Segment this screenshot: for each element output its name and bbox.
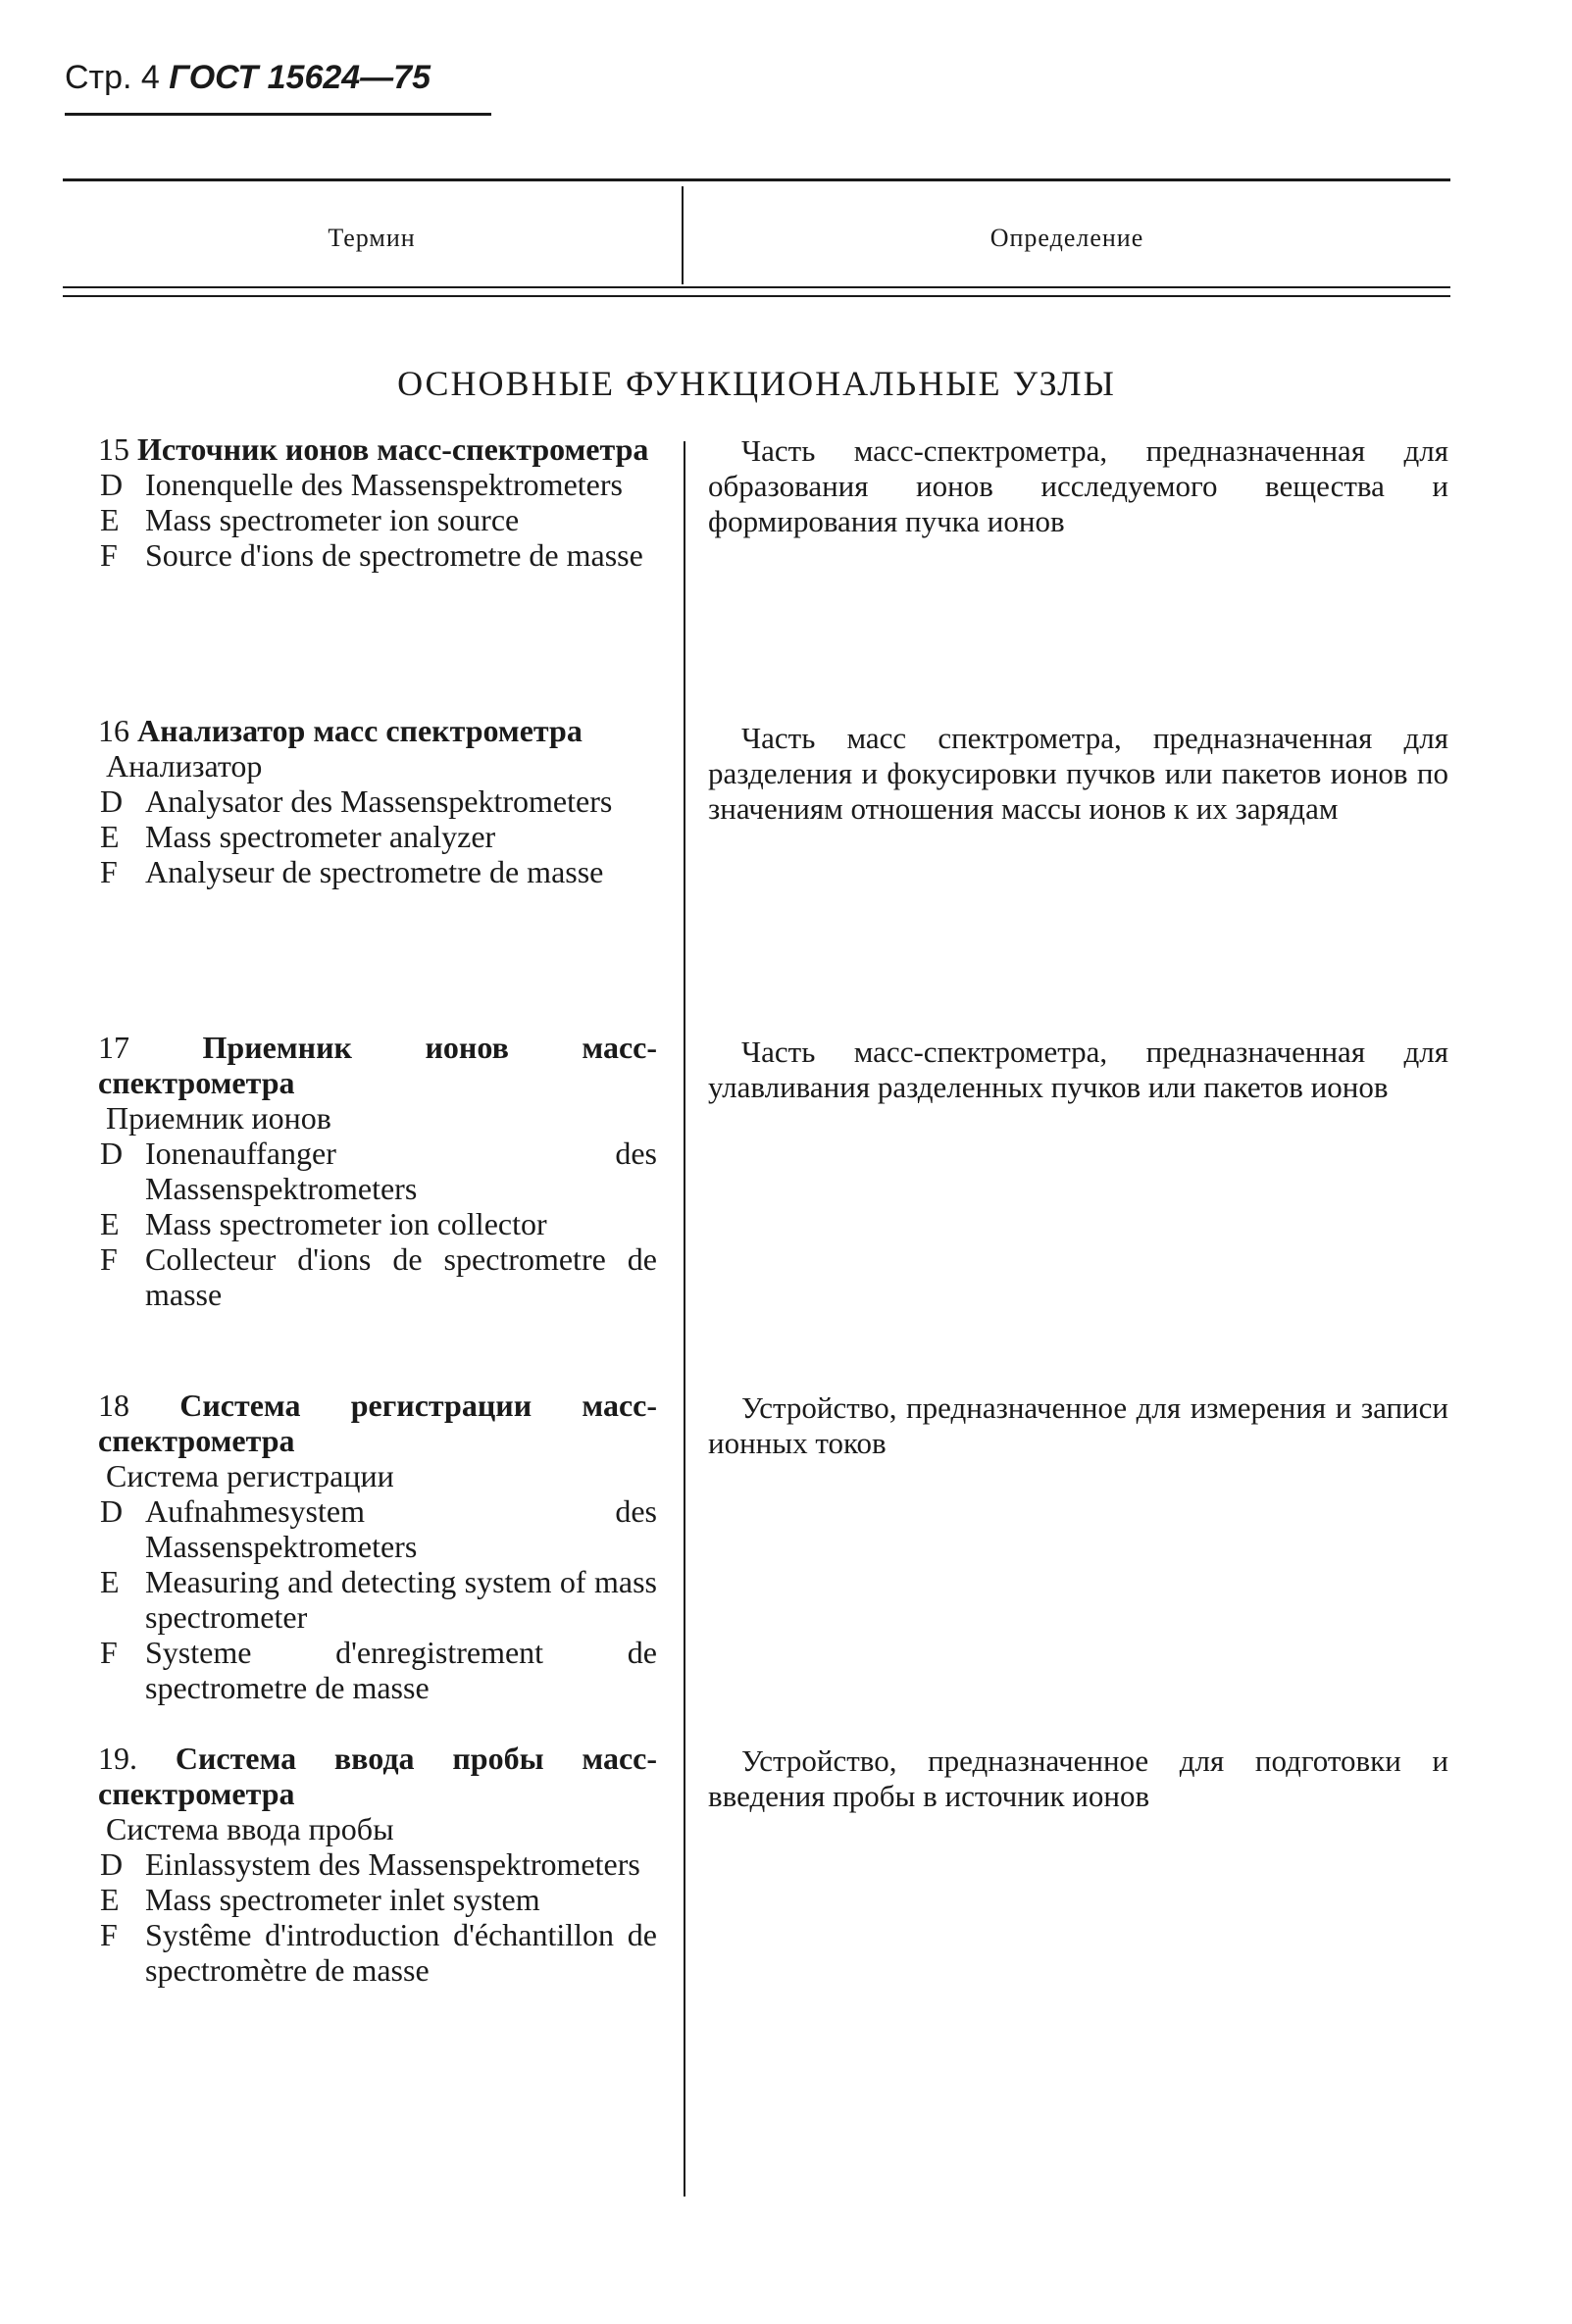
term-number: 18 bbox=[98, 1388, 129, 1423]
term-de: Ionenquelle des Massenspektrometers bbox=[145, 467, 623, 502]
table-header-top-rule bbox=[63, 178, 1450, 181]
definition-17: Часть масс-спектрометра, предназначенная для улавливания разделенных пучков или пакетов ионов bbox=[708, 1035, 1448, 1104]
definition-15: Часть масс-спектрометра, предназначенная для образования ионов исследуемого вещества и формирования пучка ионов bbox=[708, 433, 1448, 538]
standard-number: ГОСТ 15624—75 bbox=[169, 59, 431, 96]
term-fr: Systême d'introduction d'échantillon de spectromètre de masse bbox=[145, 1917, 657, 1988]
column-header-definition: Определение bbox=[989, 224, 1144, 252]
term-name: Источник ионов масс-спектрометра bbox=[137, 431, 649, 467]
running-head bbox=[65, 59, 431, 97]
term-en: Mass spectrometer ion collector bbox=[145, 1206, 547, 1241]
term-synonym: Приемник ионов bbox=[106, 1100, 331, 1136]
term-fr: Analyseur de spectrometre de masse bbox=[145, 854, 604, 889]
term-entry-17: 17 Приемник ионов масс-спектрометра Приемник ионов D Ionenauffanger des Massenspektrometers E Mass spectrometer ion collector F Collecteur d'ions de spectrometre de masse bbox=[98, 1030, 658, 1312]
term-entry-15: 15 Источник ионов масс-спектрометра D Ionenquelle des Massenspektrometers E Mass spectrometer ion source F Source d'ions de spectrometre de masse bbox=[98, 431, 657, 573]
term-en: Mass spectrometer ion source bbox=[145, 502, 520, 537]
page-label: Стр. 4 bbox=[65, 59, 160, 96]
term-entry-16: 16 Анализатор масс спектрометра Анализатор D Analysator des Massenspektrometers E Mass spectrometer analyzer F Analyseur de spectrometre de masse bbox=[98, 713, 657, 889]
term-en: Measuring and detecting system of mass spectrometer bbox=[145, 1564, 657, 1635]
term-fr: Collecteur d'ions de spectrometre de masse bbox=[145, 1241, 657, 1312]
term-entry-19: 19. Система ввода пробы масс-спектрометра Система ввода пробы D Einlassystem des Massenspektrometers E Mass spectrometer inlet system F Systême d'introduction d'échantillon de spectromètre de masse bbox=[98, 1741, 658, 1988]
definition-16: Часть масс спектрометра, предназначенная для разделения и фокусировки пучков или пакетов ионов по значениям отношения массы ионов к их зарядам bbox=[708, 721, 1448, 826]
definition-19: Устройство, предназначенное для подготовки и введения пробы в источник ионов bbox=[708, 1743, 1448, 1813]
term-en: Mass spectrometer analyzer bbox=[145, 819, 496, 854]
term-de: Analysator des Massenspektrometers bbox=[145, 783, 613, 819]
term-fr: Systeme d'enregistrement de spectrometre de masse bbox=[145, 1635, 657, 1705]
term-name: Система ввода пробы масс-спектрометра bbox=[98, 1741, 658, 1811]
term-number: 15 bbox=[98, 431, 129, 467]
term-number: 19. bbox=[98, 1741, 137, 1776]
header-rule bbox=[65, 113, 491, 116]
term-synonym: Система ввода пробы bbox=[106, 1811, 394, 1846]
term-name: Приемник ионов масс-спектрометра bbox=[98, 1030, 658, 1100]
term-entry-18: 18 Система регистрации масс-спектрометра Система регистрации D Aufnahmesystem des Massenspektrometers E Measuring and detecting system of mass spectrometer F Systeme d'enregistrement de spectrometre de masse bbox=[98, 1388, 658, 1705]
table-header-bottom-rule-2 bbox=[63, 295, 1450, 297]
term-en: Mass spectrometer inlet system bbox=[145, 1882, 540, 1917]
table-header-bottom-rule bbox=[63, 286, 1450, 288]
term-synonym: Анализатор bbox=[106, 748, 263, 783]
term-synonym: Система регистрации bbox=[106, 1458, 394, 1493]
term-name: Анализатор масс спектрометра bbox=[137, 713, 583, 748]
term-de: Einlassystem des Massenspektrometers bbox=[145, 1846, 640, 1882]
term-name: Система регистрации масс-спектрометра bbox=[98, 1388, 658, 1458]
column-divider bbox=[684, 441, 685, 2197]
term-de: Ionenauffanger des Massenspektrometers bbox=[145, 1136, 657, 1206]
term-fr: Source d'ions de spectrometre de masse bbox=[145, 537, 643, 573]
term-number: 17 bbox=[98, 1030, 129, 1065]
term-number: 16 bbox=[98, 713, 129, 748]
definition-18: Устройство, предназначенное для измерения и записи ионных токов bbox=[708, 1390, 1448, 1460]
section-title: ОСНОВНЫЕ ФУНКЦИОНАЛЬНЫЕ УЗЛЫ bbox=[397, 364, 1116, 403]
term-de: Aufnahmesystem des Massenspektrometers bbox=[145, 1493, 657, 1564]
column-header-term: Термин bbox=[328, 224, 416, 252]
